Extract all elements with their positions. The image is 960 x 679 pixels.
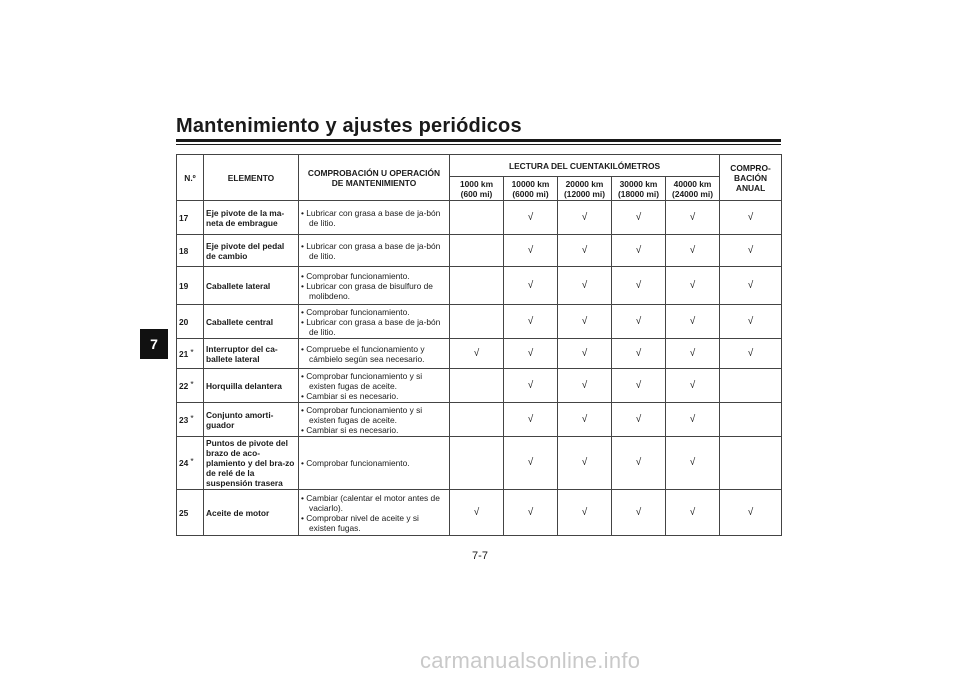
row-number: 18 xyxy=(177,235,204,267)
check-cell xyxy=(612,369,666,403)
check-cell xyxy=(450,201,504,235)
row-operation xyxy=(299,490,450,536)
row-element: Aceite de motor xyxy=(204,490,299,536)
row-number: 24 * xyxy=(177,437,204,490)
operation-item: • Cambiar si es necesario. xyxy=(301,424,399,435)
operation-item: • Lubricar con grasa a base de ja-bón de litio. xyxy=(301,240,441,261)
check-mark-icon: √ xyxy=(527,506,534,518)
table-row xyxy=(177,339,782,369)
operation-item: • Compruebe el funcionamiento y cámbielo según sea necesario. xyxy=(301,343,425,364)
table-row xyxy=(177,267,782,305)
check-cell xyxy=(720,339,782,369)
check-mark-icon: √ xyxy=(527,379,534,391)
check-cell xyxy=(612,305,666,339)
check-mark-icon: √ xyxy=(747,244,754,256)
check-mark-icon: √ xyxy=(581,315,588,327)
check-mark-icon: √ xyxy=(689,315,696,327)
check-mark-icon: √ xyxy=(689,279,696,291)
header-odometer: LECTURA DEL CUENTAKILÓMETROS xyxy=(450,155,720,177)
special-note-marker: * xyxy=(190,378,194,389)
check-mark-icon: √ xyxy=(635,506,642,518)
operation-item: • Lubricar con grasa a base de ja-bón de litio. xyxy=(301,207,441,228)
check-cell xyxy=(504,437,558,490)
check-cell xyxy=(558,267,612,305)
header-1000km: 1000 km (600 mi) xyxy=(450,177,504,201)
check-cell xyxy=(612,490,666,536)
check-mark-icon: √ xyxy=(581,211,588,223)
check-cell xyxy=(612,437,666,490)
operation-item: • Comprobar funcionamiento. xyxy=(301,458,410,468)
check-mark-icon: √ xyxy=(635,457,642,468)
operation-item: • Comprobar funcionamiento y si existen fugas de aceite. xyxy=(301,404,423,425)
check-cell xyxy=(504,201,558,235)
check-cell xyxy=(612,339,666,369)
check-mark-icon: √ xyxy=(635,379,642,391)
row-number: 22 * xyxy=(177,369,204,403)
check-mark-icon: √ xyxy=(581,413,588,425)
operation-item: • Lubricar con grasa de bisulfuro de molibdeno. xyxy=(301,280,433,301)
check-cell xyxy=(612,235,666,267)
row-element: Puntos de pivote del brazo de aco-plamiento y del bra-zo de relé de la suspensión trasera xyxy=(204,437,299,490)
row-number: 17 xyxy=(177,201,204,235)
check-mark-icon: √ xyxy=(527,211,534,223)
check-mark-icon: √ xyxy=(747,347,754,359)
check-mark-icon: √ xyxy=(527,279,534,291)
check-cell xyxy=(666,235,720,267)
check-mark-icon: √ xyxy=(635,413,642,425)
check-cell xyxy=(558,369,612,403)
row-number: 21 * xyxy=(177,339,204,369)
row-element: Caballete central xyxy=(204,305,299,339)
check-mark-icon: √ xyxy=(635,347,642,359)
row-element: Eje pivote de la ma-neta de embrague xyxy=(204,201,299,235)
check-cell xyxy=(720,235,782,267)
check-cell xyxy=(558,305,612,339)
check-cell xyxy=(558,403,612,437)
row-operation xyxy=(299,201,450,235)
row-operation xyxy=(299,305,450,339)
row-operation xyxy=(299,437,450,490)
header-40000km: 40000 km (24000 mi) xyxy=(666,177,720,201)
check-cell xyxy=(720,267,782,305)
row-element: Interruptor del ca-ballete lateral xyxy=(204,339,299,369)
check-cell xyxy=(450,490,504,536)
operation-item: • Comprobar nivel de aceite y si existen fugas. xyxy=(301,512,419,533)
check-mark-icon: √ xyxy=(635,315,642,327)
check-cell xyxy=(612,267,666,305)
operation-item: • Comprobar funcionamiento y si existen fugas de aceite. xyxy=(301,370,423,391)
check-mark-icon: √ xyxy=(689,506,696,518)
row-number: 23 * xyxy=(177,403,204,437)
check-cell xyxy=(504,490,558,536)
check-mark-icon: √ xyxy=(581,244,588,256)
check-mark-icon: √ xyxy=(689,457,696,468)
check-cell xyxy=(558,437,612,490)
row-element: Horquilla delantera xyxy=(204,369,299,403)
check-mark-icon: √ xyxy=(527,347,534,359)
row-element: Conjunto amorti-guador xyxy=(204,403,299,437)
check-cell xyxy=(720,305,782,339)
check-mark-icon: √ xyxy=(473,347,480,359)
row-operation xyxy=(299,235,450,267)
row-operation xyxy=(299,369,450,403)
operation-item: • Lubricar con grasa a base de ja-bón de litio. xyxy=(301,316,441,337)
header-10000km: 10000 km (6000 mi) xyxy=(504,177,558,201)
check-cell xyxy=(558,490,612,536)
check-cell xyxy=(504,403,558,437)
check-mark-icon: √ xyxy=(635,279,642,291)
maintenance-table xyxy=(176,154,782,536)
table-row xyxy=(177,437,782,490)
row-operation xyxy=(299,267,450,305)
check-cell xyxy=(612,201,666,235)
check-mark-icon: √ xyxy=(527,413,534,425)
check-mark-icon: √ xyxy=(581,347,588,359)
watermark: carmanualsonline.info xyxy=(420,648,641,673)
operation-item: • Cambiar (calentar el motor antes de vaciarlo). xyxy=(301,492,440,513)
check-cell xyxy=(666,490,720,536)
check-mark-icon: √ xyxy=(581,457,588,468)
check-mark-icon: √ xyxy=(581,506,588,518)
header-annual: COMPRO-BACIÓN ANUAL xyxy=(720,155,782,201)
header-num: N.º xyxy=(177,155,204,201)
check-mark-icon: √ xyxy=(689,211,696,223)
special-note-marker: * xyxy=(190,456,194,466)
check-cell xyxy=(450,369,504,403)
check-mark-icon: √ xyxy=(747,315,754,327)
check-cell xyxy=(666,201,720,235)
check-mark-icon: √ xyxy=(527,315,534,327)
row-number: 20 xyxy=(177,305,204,339)
table-row xyxy=(177,403,782,437)
check-mark-icon: √ xyxy=(747,211,754,223)
check-mark-icon: √ xyxy=(689,347,696,359)
check-cell xyxy=(504,369,558,403)
check-cell xyxy=(558,339,612,369)
check-cell xyxy=(504,305,558,339)
row-element: Caballete lateral xyxy=(204,267,299,305)
check-cell xyxy=(612,403,666,437)
check-cell xyxy=(720,201,782,235)
check-cell xyxy=(720,369,782,403)
operation-item: • Comprobar funcionamiento. xyxy=(301,306,410,317)
check-cell xyxy=(666,437,720,490)
check-mark-icon: √ xyxy=(581,279,588,291)
table-row xyxy=(177,201,782,235)
page-number: 7-7 xyxy=(472,550,488,562)
check-cell xyxy=(558,235,612,267)
check-mark-icon: √ xyxy=(473,506,480,518)
page-title: Mantenimiento y ajustes periódicos xyxy=(176,115,522,137)
check-cell xyxy=(666,305,720,339)
special-note-marker: * xyxy=(190,346,194,357)
check-cell xyxy=(450,403,504,437)
title-rule xyxy=(176,139,781,142)
table-row xyxy=(177,305,782,339)
row-number: 19 xyxy=(177,267,204,305)
check-cell xyxy=(504,267,558,305)
check-cell xyxy=(720,437,782,490)
row-operation xyxy=(299,403,450,437)
check-cell xyxy=(666,369,720,403)
check-cell xyxy=(666,403,720,437)
check-cell xyxy=(666,267,720,305)
check-mark-icon: √ xyxy=(635,244,642,256)
check-cell xyxy=(450,235,504,267)
row-operation xyxy=(299,339,450,369)
check-mark-icon: √ xyxy=(527,244,534,256)
title-rule-thin xyxy=(176,144,781,145)
check-mark-icon: √ xyxy=(747,506,754,518)
operation-item: • Cambiar si es necesario. xyxy=(301,390,399,401)
check-mark-icon: √ xyxy=(527,457,534,468)
check-mark-icon: √ xyxy=(635,211,642,223)
table-row xyxy=(177,490,782,536)
check-mark-icon: √ xyxy=(689,379,696,391)
row-number: 25 xyxy=(177,490,204,536)
check-cell xyxy=(666,339,720,369)
check-cell xyxy=(504,235,558,267)
check-mark-icon: √ xyxy=(689,244,696,256)
check-cell xyxy=(450,437,504,490)
row-element: Eje pivote del pedal de cambio xyxy=(204,235,299,267)
special-note-marker: * xyxy=(190,412,194,423)
header-element: ELEMENTO xyxy=(204,155,299,201)
check-cell xyxy=(450,339,504,369)
check-cell xyxy=(720,403,782,437)
check-cell xyxy=(558,201,612,235)
section-tab: 7 xyxy=(140,329,168,359)
check-cell xyxy=(450,267,504,305)
check-mark-icon: √ xyxy=(747,279,754,291)
table-row xyxy=(177,369,782,403)
header-operation: COMPROBACIÓN U OPERACIÓN DE MANTENIMIENTO xyxy=(299,155,450,201)
header-30000km: 30000 km (18000 mi) xyxy=(612,177,666,201)
check-mark-icon: √ xyxy=(581,379,588,391)
header-20000km: 20000 km (12000 mi) xyxy=(558,177,612,201)
table-body xyxy=(177,201,782,536)
check-cell xyxy=(720,490,782,536)
table-row xyxy=(177,235,782,267)
check-cell xyxy=(504,339,558,369)
operation-item: • Comprobar funcionamiento. xyxy=(301,270,410,281)
check-mark-icon: √ xyxy=(689,413,696,425)
check-cell xyxy=(450,305,504,339)
